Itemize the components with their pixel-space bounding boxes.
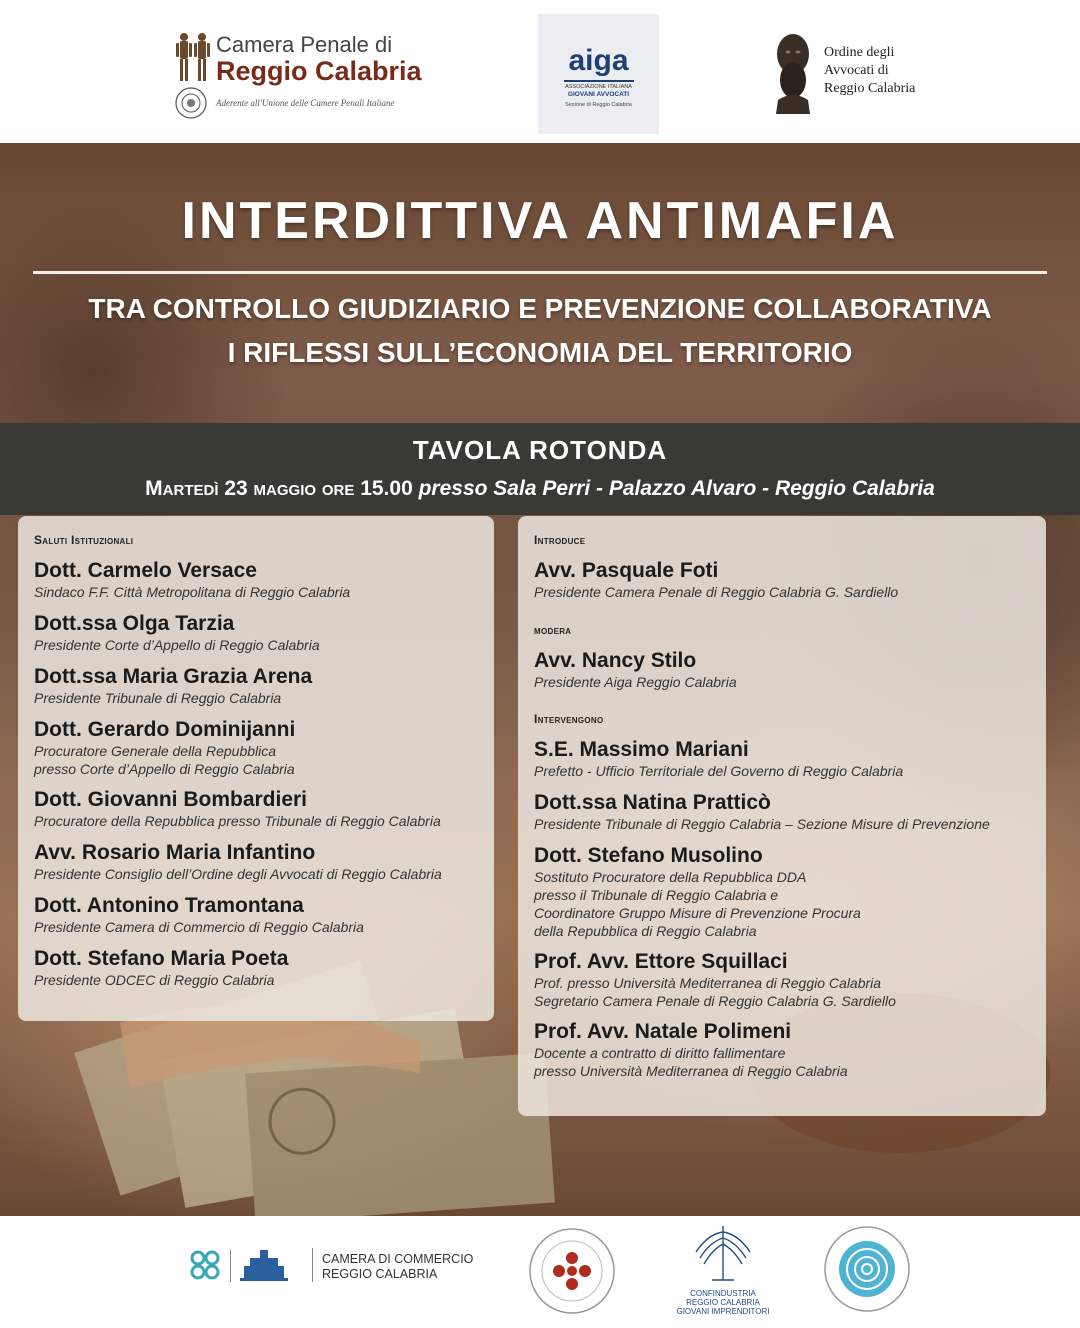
- saluti-panel: [18, 516, 494, 1021]
- speaker-name: Dott.ssa Olga Tarzia: [34, 612, 235, 635]
- camera-penale-line2: Reggio Calabria: [216, 56, 422, 86]
- saluti-label: Saluti Istituzionali: [34, 533, 134, 547]
- speaker-role: presso Università Mediterranea di Reggio Calabria: [534, 1063, 848, 1079]
- speaker-role: Prof. presso Università Mediterranea di Reggio Calabria: [534, 975, 882, 991]
- speaker-role: Sostituto Procuratore della Repubblica DDA: [534, 869, 807, 885]
- speaker-name: Dott. Antonino Tramontana: [34, 894, 304, 917]
- camera-penale-line1: Camera Penale di: [216, 32, 393, 57]
- speaker-name: Avv. Pasquale Foti: [534, 559, 719, 582]
- camera-penale-logo: [172, 26, 472, 126]
- speaker-role: Presidente Tribunale di Reggio Calabria: [34, 690, 282, 706]
- title-divider: [33, 271, 1047, 274]
- event-title: INTERDITTIVA ANTIMAFIA: [181, 192, 899, 250]
- speaker-role: Presidente Camera Penale di Reggio Calabria G. Sardiello: [534, 584, 899, 600]
- speaker-name: Dott. Gerardo Dominijanni: [34, 718, 296, 741]
- camera-penale-motto: Aderente all'Unione delle Camere Penali Italiane: [216, 98, 395, 108]
- ordine-line2: Avvocati di: [824, 63, 889, 78]
- speaker-name: Dott. Stefano Maria Poeta: [34, 947, 289, 970]
- odcec-seal-icon: [527, 1226, 617, 1316]
- aiga-sub2: GIOVANI AVVOCATI: [567, 91, 630, 98]
- speaker-role: Procuratore della Repubblica presso Tribunale di Reggio Calabria: [34, 813, 441, 829]
- speaker-name: Dott. Stefano Musolino: [534, 844, 763, 867]
- speaker-name: Avv. Nancy Stilo: [534, 649, 697, 672]
- speaker-role: Presidente Aiga Reggio Calabria: [534, 674, 737, 690]
- speaker-role: Presidente Camera di Commercio di Reggio Calabria: [34, 919, 364, 935]
- ordine-line3: Reggio Calabria: [824, 81, 916, 96]
- ordine-avvocati-logo: [770, 30, 950, 120]
- philosopher-bust-icon: [770, 30, 816, 114]
- speaker-role: della Repubblica di Reggio Calabria: [534, 923, 757, 939]
- speaker-name: S.E. Massimo Mariani: [534, 738, 749, 761]
- camera-commercio-divider: [312, 1248, 313, 1282]
- speaker-name: Dott. Giovanni Bombardieri: [34, 788, 308, 811]
- speaker-role: Prefetto - Ufficio Territoriale del Governo di Reggio Calabria: [534, 763, 904, 779]
- event-date-time: Martedì 23 maggio ore 15.00: [145, 477, 413, 500]
- speaker-name: Dott. Carmelo Versace: [34, 559, 257, 582]
- confindustria-logo: [668, 1222, 778, 1322]
- speaker-role: Coordinatore Gruppo Misure di Prevenzione Procura: [534, 905, 861, 921]
- speaker-name: Dott.ssa Natina Pratticò: [534, 791, 771, 814]
- confindustria-line1: CONFINDUSTRIA: [690, 1289, 756, 1298]
- event-subtitle-1: TRA CONTROLLO GIUDIZIARIO E PREVENZIONE COLLABORATIVA: [88, 293, 992, 324]
- modera-label: modera: [534, 623, 572, 637]
- speaker-name: Prof. Avv. Natale Polimeni: [534, 1020, 792, 1043]
- event-subtitle-2: I RIFLESSI SULL’ECONOMIA DEL TERRITORIO: [227, 337, 853, 368]
- camera-commercio-logo: [186, 1246, 486, 1296]
- giovani-commercialisti-seal-icon: [822, 1224, 912, 1314]
- speaker-name: Avv. Rosario Maria Infantino: [34, 841, 316, 864]
- aiga-sub3: Sezione di Reggio Calabria: [565, 102, 632, 108]
- speaker-role: Procuratore Generale della Repubblica: [34, 743, 277, 759]
- confindustria-line2: REGGIO CALABRIA: [686, 1298, 760, 1307]
- header-logo-band: [0, 0, 1080, 143]
- program-panel: [518, 516, 1046, 1116]
- aiga-logo: [538, 14, 659, 134]
- speaker-role: Sindaco F.F. Città Metropolitana di Reggio Calabria: [34, 584, 351, 600]
- camera-commercio-line2: REGGIO CALABRIA: [322, 1267, 438, 1281]
- intervengono-label: Intervengono: [534, 712, 604, 726]
- speaker-role: Presidente Tribunale di Reggio Calabria – Sezione Misure di Prevenzione: [534, 816, 990, 832]
- ordine-line1: Ordine degli: [824, 45, 895, 60]
- introduce-label: Introduce: [534, 533, 586, 547]
- aiga-rule: [564, 80, 634, 82]
- unione-camere-penali-seal-icon: [174, 86, 208, 120]
- poster-body: [0, 143, 1080, 1216]
- event-location: presso Sala Perri - Palazzo Alvaro - Reggio Calabria: [418, 477, 935, 500]
- confindustria-eagle-icon: [688, 1222, 758, 1284]
- speaker-role: presso il Tribunale di Reggio Calabria e: [534, 887, 779, 903]
- aiga-brand: aiga: [568, 44, 629, 77]
- footer-logo-band: [0, 1216, 1080, 1328]
- speaker-name: Prof. Avv. Ettore Squillaci: [534, 950, 788, 973]
- riace-bronzes-icon: [174, 32, 212, 84]
- event-date-location: [0, 477, 1080, 501]
- speaker-role: presso Corte d’Appello di Reggio Calabria: [34, 761, 295, 777]
- speaker-name: Dott.ssa Maria Grazia Arena: [34, 665, 313, 688]
- speaker-role: Presidente ODCEC di Reggio Calabria: [34, 972, 275, 988]
- speaker-role: Docente a contratto di diritto fallimentare: [534, 1045, 786, 1061]
- confindustria-line3: GIOVANI IMPRENDITORI: [676, 1307, 770, 1316]
- event-format: TAVOLA ROTONDA: [412, 435, 668, 465]
- camera-commercio-knot-icon: [186, 1246, 306, 1286]
- event-info-band: [0, 423, 1080, 515]
- speaker-role: Presidente Consiglio dell’Ordine degli Avvocati di Reggio Calabria: [34, 866, 442, 882]
- aiga-sub1: ASSOCIAZIONE ITALIANA: [565, 84, 632, 90]
- camera-commercio-line1: CAMERA DI COMMERCIO: [322, 1252, 474, 1266]
- speaker-role: Presidente Corte d’Appello di Reggio Calabria: [34, 637, 320, 653]
- speaker-role: Segretario Camera Penale di Reggio Calabria G. Sardiello: [534, 993, 896, 1009]
